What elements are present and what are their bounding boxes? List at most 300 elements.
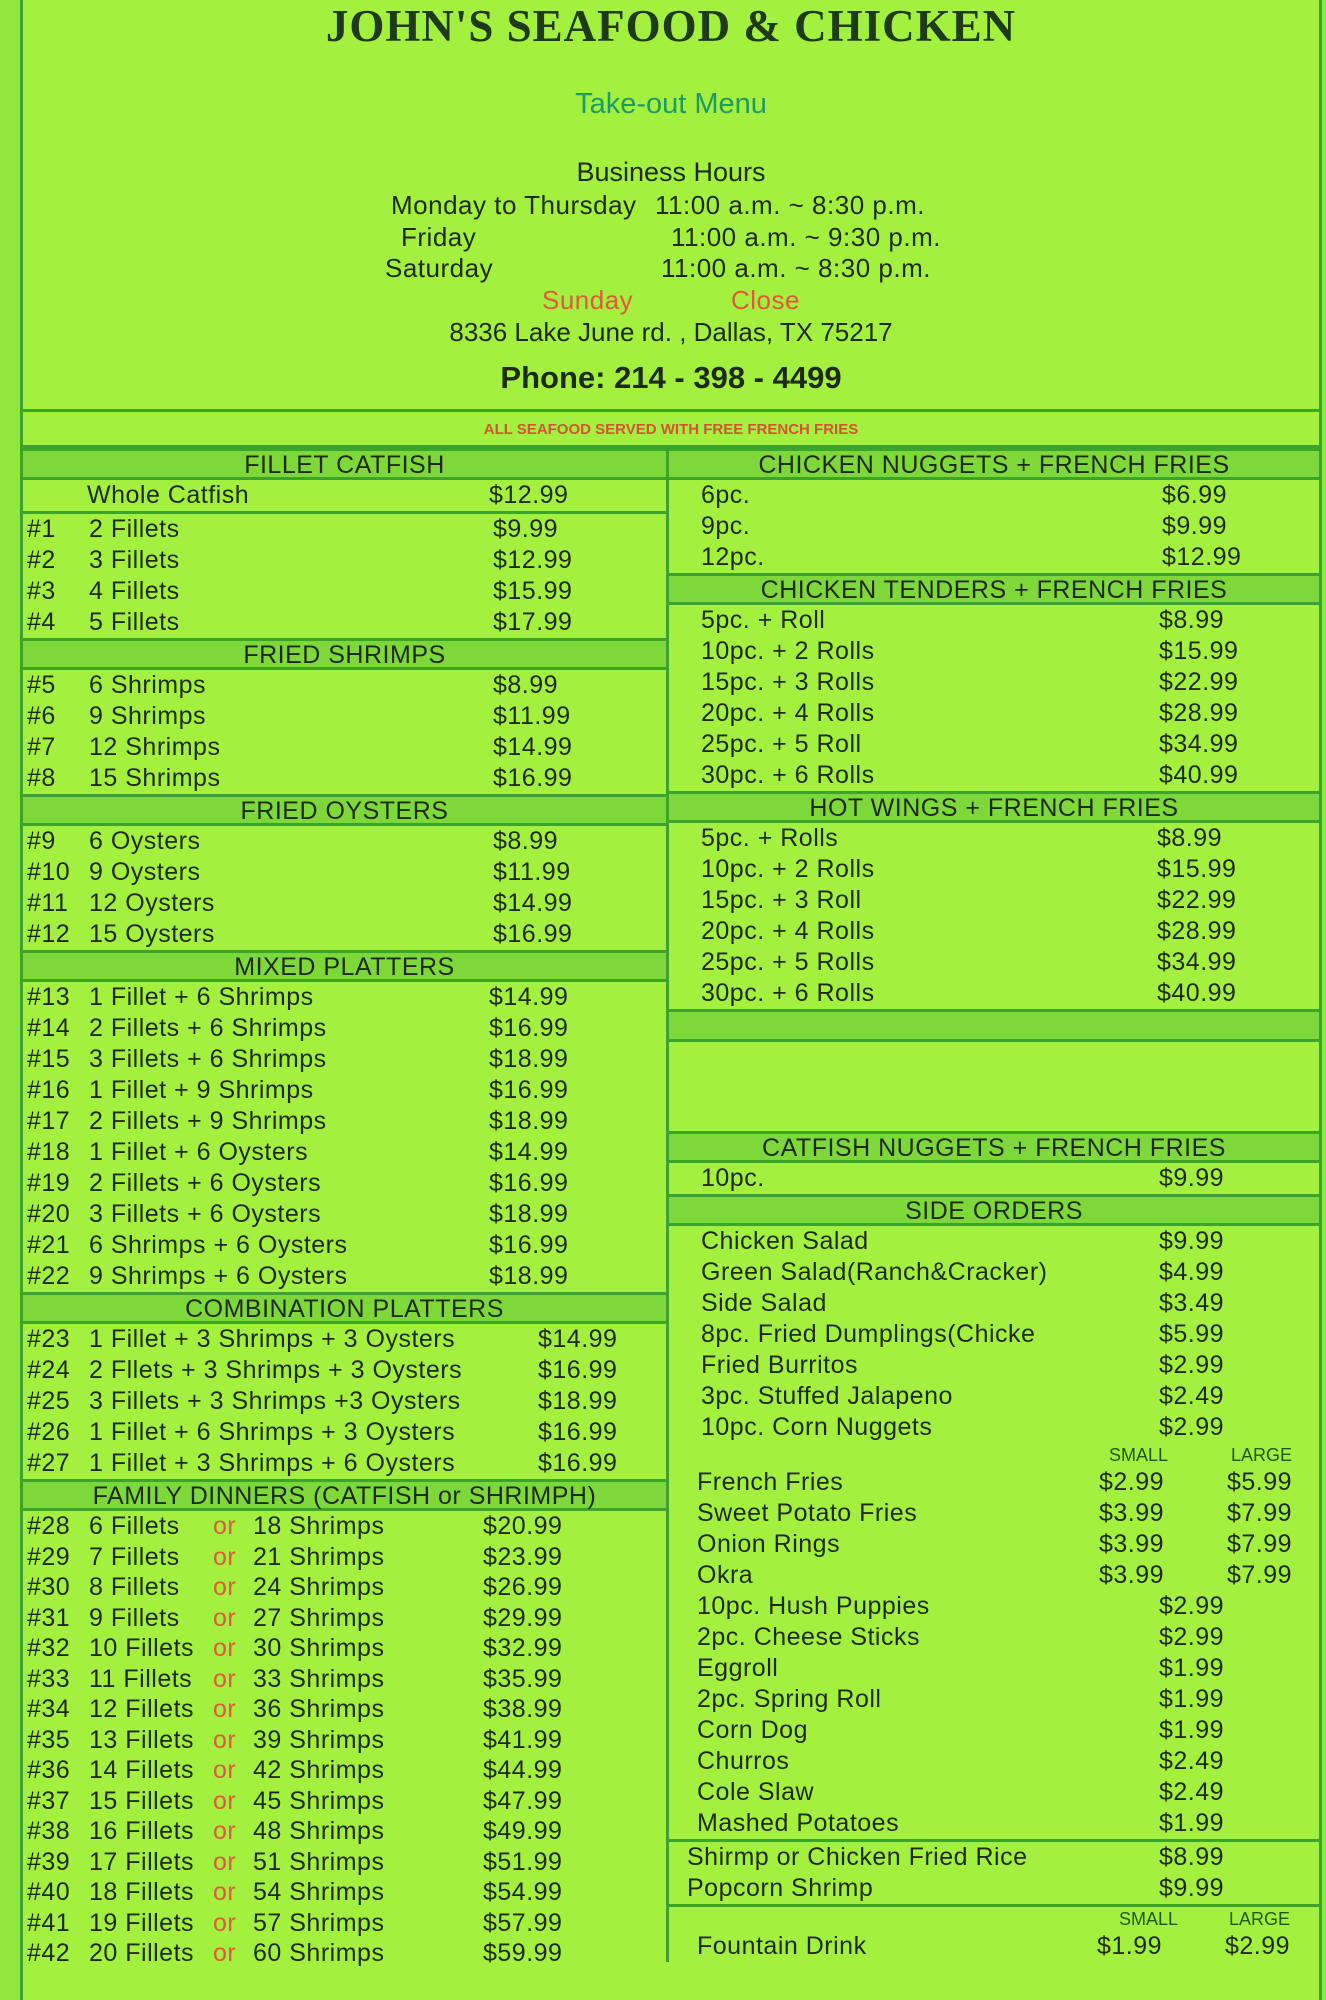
item-price: $8.99 [493,827,559,855]
item-price: $32.99 [483,1634,563,1662]
or-label: or [213,1512,237,1540]
section-header: FRIED OYSTERS [23,794,666,826]
item-price-small: $2.99 [1099,1468,1165,1496]
item-price-large: $5.99 [1227,1468,1293,1496]
item-price: $26.99 [483,1573,563,1601]
item-number: #17 [27,1107,71,1135]
menu-row [669,885,1319,916]
section-header: FRIED SHRIMPS [23,638,666,670]
item-price: $57.99 [483,1908,563,1937]
item-name: 45 Shrimps [253,1786,385,1815]
or-label: or [213,1603,237,1632]
item-number: #39 [27,1847,71,1876]
or-label: or [213,1573,237,1601]
item-name: 9 Fillets [89,1603,180,1632]
item-number: #25 [27,1387,71,1415]
item-number: #38 [27,1817,71,1845]
menu-row [669,1746,1319,1777]
item-name: 11 Fillets [89,1664,193,1693]
item-name: 6pc. [701,481,751,509]
item-number: #34 [27,1695,71,1723]
menu-row [669,1381,1319,1412]
item-name: 30pc. + 6 Rolls [701,979,875,1007]
item-name: 2 Fllets + 3 Shrimps + 3 Oysters [89,1356,463,1384]
item-price: $41.99 [483,1725,563,1754]
item-price: $22.99 [1159,668,1239,696]
item-number: #3 [27,577,56,605]
or-label: or [213,1847,237,1876]
item-name: 6 Oysters [89,827,201,855]
item-name: 17 Fillets [89,1847,195,1876]
item-name: 15pc. + 3 Roll [701,886,862,914]
item-number: #22 [27,1262,71,1290]
menu-row [23,1511,666,1542]
item-number: #9 [27,827,56,855]
item-number: #13 [27,983,71,1011]
item-name: 8 Fillets [89,1573,180,1601]
item-name: 20 Fillets [89,1939,195,1967]
menu-row [669,1350,1319,1381]
section-header: HOT WINGS + FRENCH FRIES [669,791,1319,823]
menu-row [23,1877,666,1908]
section-header: CHICKEN TENDERS + FRENCH FRIES [669,573,1319,605]
item-name: 30 Shrimps [253,1634,385,1662]
item-number: #5 [27,671,56,699]
item-price: $14.99 [489,1138,569,1166]
section-header: CATFISH NUGGETS + FRENCH FRIES [669,1131,1319,1163]
item-price: $2.49 [1159,1382,1225,1410]
menu-row [669,823,1319,854]
item-name: 15 Shrimps [89,764,221,792]
menu-row [23,888,666,919]
item-price: $5.99 [1159,1320,1225,1348]
item-price: $17.99 [493,608,573,636]
hours-title: Business Hours [576,157,766,187]
item-name: 1 Fillet + 9 Shrimps [89,1076,314,1104]
menu-row [23,1075,666,1106]
item-name: 18 Shrimps [253,1512,385,1540]
hours-time: 11:00 a.m. ~ 8:30 p.m. [655,190,925,220]
item-name: 6 Shrimps + 6 Oysters [89,1231,348,1259]
or-label: or [213,1756,237,1784]
item-price-large: $7.99 [1227,1499,1293,1527]
item-name: Chicken Salad [701,1227,869,1255]
menu-row [23,1664,666,1695]
menu-row [23,763,666,794]
item-name: 10pc. [701,1164,765,1192]
item-name: 12 Oysters [89,889,215,917]
item-price: $49.99 [483,1817,563,1845]
item-price: $8.99 [1157,824,1223,852]
or-label: or [213,1878,237,1906]
hours-day: Friday [401,222,477,252]
menu-row [669,729,1319,760]
address: 8336 Lake June rd. , Dallas, TX 75217 [449,317,893,347]
menu-row [23,1755,666,1786]
item-price: $18.99 [489,1045,569,1073]
restaurant-title: JOHN'S SEAFOOD & CHICKEN [325,1,1017,51]
size-small-label: SMALL [1119,1909,1179,1929]
hours-time: Close [731,285,800,315]
menu-row [669,947,1319,978]
item-name: Eggroll [697,1654,779,1682]
item-price: $35.99 [483,1664,563,1693]
menu-row [23,1448,666,1479]
menu-row [23,1694,666,1725]
size-header [669,1907,1319,1931]
item-number: #12 [27,920,71,948]
item-name: 2pc. Cheese Sticks [697,1623,920,1651]
hours-day: Sunday [542,285,634,315]
menu-page [20,0,1322,2000]
item-price: $28.99 [1157,917,1237,945]
item-name: 14 Fillets [89,1756,195,1784]
item-number: #4 [27,608,56,636]
menu-row [669,1715,1319,1746]
item-number: #6 [27,702,56,730]
item-name: Onion Rings [697,1530,841,1558]
section-header: FAMILY DINNERS (CATFISH or SHRIMPH) [23,1479,666,1511]
item-name: 7 Fillets [89,1542,180,1571]
item-name: 1 Fillet + 6 Shrimps [89,983,314,1011]
item-price: $14.99 [493,889,573,917]
item-price: $14.99 [489,983,569,1011]
item-number: #31 [27,1603,71,1632]
left-column [23,448,666,1969]
menu-row [23,1386,666,1417]
item-name: 10pc. Hush Puppies [697,1592,930,1620]
section-header: MIXED PLATTERS [23,950,666,982]
item-number: #40 [27,1878,71,1906]
item-price: $14.99 [493,733,573,761]
item-number: #23 [27,1325,71,1353]
item-price: $8.99 [1159,1843,1225,1871]
menu-row [669,1412,1319,1443]
menu-row [23,701,666,732]
item-name: 3 Fillets [89,546,180,574]
blank-area [669,1039,1319,1131]
item-name: 27 Shrimps [253,1603,385,1632]
item-name: 19 Fillets [89,1908,195,1937]
item-number: #16 [27,1076,71,1104]
item-price: $34.99 [1159,730,1239,758]
menu-row [23,1013,666,1044]
item-number: #21 [27,1231,71,1259]
or-label: or [213,1908,237,1937]
item-name: 2 Fillets [89,515,180,543]
item-price: $9.99 [1159,1164,1225,1192]
item-price: $2.99 [1159,1351,1225,1379]
section-header: COMBINATION PLATTERS [23,1292,666,1324]
menu-row [669,1257,1319,1288]
item-price: $9.99 [1159,1227,1225,1255]
item-price-small: $3.99 [1099,1530,1165,1558]
menu-header [23,0,1319,412]
menu-row [23,1633,666,1664]
item-price: $2.49 [1159,1778,1225,1806]
item-number: #8 [27,764,56,792]
item-number: #27 [27,1449,71,1477]
item-name: Cole Slaw [697,1778,815,1806]
menu-row [669,854,1319,885]
menu-row [669,1873,1319,1904]
or-label: or [213,1725,237,1754]
item-price: $29.99 [483,1603,563,1632]
item-number: #15 [27,1045,71,1073]
item-name: 57 Shrimps [253,1908,385,1937]
item-price: $2.49 [1159,1747,1225,1775]
item-price-large: $7.99 [1227,1530,1293,1558]
item-name: 16 Fillets [89,1817,195,1845]
menu-row [23,1324,666,1355]
item-name: Churros [697,1747,790,1775]
item-name: 36 Shrimps [253,1695,385,1723]
size-large-label: LARGE [1231,1445,1293,1465]
item-price: $12.99 [1162,543,1242,571]
menu-row [23,1725,666,1756]
menu-row [23,1417,666,1448]
size-header [669,1443,1319,1467]
or-label: or [213,1695,237,1723]
item-name: Green Salad(Ranch&Cracker) [701,1258,1048,1286]
item-price: $4.99 [1159,1258,1225,1286]
item-name: Whole Catfish [87,481,250,509]
item-name: Side Salad [701,1289,827,1317]
menu-row [669,1467,1319,1498]
item-number: #28 [27,1512,71,1540]
item-name: 25pc. + 5 Roll [701,730,862,758]
item-price: $11.99 [493,858,571,886]
item-price: $9.99 [1159,1874,1225,1902]
item-price: $9.99 [493,515,559,543]
fries-notice: ALL SEAFOOD SERVED WITH FREE FRENCH FRIES [23,415,1319,448]
hours-time: 11:00 a.m. ~ 8:30 p.m. [661,253,931,283]
menu-row [669,511,1319,542]
item-number: #7 [27,733,56,761]
phone-number: Phone: 214 - 398 - 4499 [500,360,842,395]
or-label: or [213,1939,237,1967]
item-number: #37 [27,1786,71,1815]
item-name: 48 Shrimps [253,1817,385,1845]
item-price: $1.99 [1159,1716,1225,1744]
menu-row [23,1938,666,1969]
item-name: Mashed Potatoes [697,1809,900,1837]
item-price: $18.99 [489,1200,569,1228]
menu-row [669,605,1319,636]
right-column [666,448,1319,1962]
item-price: $18.99 [489,1262,569,1290]
size-large-label: LARGE [1229,1909,1291,1929]
item-number: #30 [27,1573,71,1601]
item-price: $38.99 [483,1695,563,1723]
item-number: #11 [27,889,69,917]
item-price: $8.99 [1159,606,1225,634]
item-name: 18 Fillets [89,1878,195,1906]
menu-row [23,1603,666,1634]
menu-row [23,1168,666,1199]
item-price-large: $7.99 [1227,1561,1293,1589]
menu-row [669,916,1319,947]
menu-row [669,636,1319,667]
item-name: 3 Fillets + 3 Shrimps +3 Oysters [89,1387,461,1415]
item-name: 10pc. + 2 Rolls [701,637,875,665]
item-name: 51 Shrimps [253,1847,385,1876]
or-label: or [213,1664,237,1693]
item-price-small: $3.99 [1099,1499,1165,1527]
item-name: 30pc. + 6 Rolls [701,761,875,789]
item-price: $15.99 [1157,855,1237,883]
menu-row [23,1816,666,1847]
item-name: 13 Fillets [89,1725,195,1754]
item-number: #20 [27,1200,71,1228]
item-price: $3.49 [1159,1289,1225,1317]
item-name: 20pc. + 4 Rolls [701,917,875,945]
item-price: $16.99 [493,764,573,792]
item-name: 5pc. + Rolls [701,824,839,852]
menu-row [23,1230,666,1261]
item-name: 6 Shrimps [89,671,207,699]
menu-row [23,1137,666,1168]
item-name: 12 Fillets [89,1695,195,1723]
menu-row [23,732,666,763]
item-name: 33 Shrimps [253,1664,385,1693]
item-price: $34.99 [1157,948,1237,976]
item-name: 42 Shrimps [253,1756,385,1784]
item-name: Fried Burritos [701,1351,859,1379]
item-name: 9pc. [701,512,751,540]
item-name: 1 Fillet + 6 Oysters [89,1138,309,1166]
item-name: 3pc. Stuffed Jalapeno [701,1382,953,1410]
menu-row [23,1044,666,1075]
item-price: $47.99 [483,1786,563,1815]
item-price: $23.99 [483,1542,563,1571]
item-price: $28.99 [1159,699,1239,727]
item-price: $6.99 [1162,481,1228,509]
item-name: 15 Fillets [89,1786,195,1815]
menu-row [669,480,1319,511]
or-label: or [213,1817,237,1845]
item-name: 15 Oysters [89,920,215,948]
menu-row [669,1591,1319,1622]
item-name: 1 Fillet + 6 Shrimps + 3 Oysters [89,1418,456,1446]
item-name: 21 Shrimps [253,1542,385,1571]
item-name: 15pc. + 3 Rolls [701,668,875,696]
menu-row [23,1261,666,1292]
item-name: 1 Fillet + 3 Shrimps + 3 Oysters [89,1325,456,1353]
item-name: 10pc. + 2 Rolls [701,855,875,883]
menu-row [23,1847,666,1878]
menu-row [23,857,666,888]
item-name: 9 Shrimps [89,702,207,730]
menu-row [669,1560,1319,1591]
item-price: $20.99 [483,1512,563,1540]
item-name: 12pc. [701,543,765,571]
item-price: $8.99 [493,671,559,699]
or-label: or [213,1634,237,1662]
item-price: $51.99 [483,1847,563,1876]
item-price: $16.99 [493,920,573,948]
item-name: Okra [697,1561,754,1589]
item-name: Popcorn Shrimp [687,1874,874,1902]
item-name: French Fries [697,1468,844,1496]
item-number: #10 [27,858,71,886]
item-name: 60 Shrimps [253,1939,385,1967]
menu-row [669,1931,1319,1962]
menu-row [669,1842,1319,1873]
item-name: 39 Shrimps [253,1725,385,1754]
item-price: $18.99 [489,1107,569,1135]
item-name: 12 Shrimps [89,733,221,761]
item-name: Shirmp or Chicken Fried Rice [687,1843,1028,1871]
item-price: $12.99 [493,546,573,574]
item-name: 4 Fillets [89,577,180,605]
item-name: 2 Fillets + 6 Shrimps [89,1014,327,1042]
menu-row [23,1908,666,1939]
item-price: $15.99 [1159,637,1239,665]
menu-subtitle: Take-out Menu [575,88,767,120]
item-price: $16.99 [489,1076,569,1104]
menu-row [23,1106,666,1137]
item-price: $16.99 [489,1014,569,1042]
item-name: Sweet Potato Fries [697,1499,918,1527]
item-price: $1.99 [1159,1685,1225,1713]
item-number: #35 [27,1725,71,1754]
item-name: 8pc. Fried Dumplings(Chicke [701,1320,1036,1348]
item-name: 2pc. Spring Roll [697,1685,882,1713]
item-number: #26 [27,1418,71,1446]
menu-row [23,1199,666,1230]
menu-row [669,1808,1319,1839]
item-number: #24 [27,1356,71,1384]
item-number: #14 [27,1014,71,1042]
item-price: $22.99 [1157,886,1237,914]
size-small-label: SMALL [1109,1445,1169,1465]
menu-row [23,670,666,701]
item-name: 25pc. + 5 Rolls [701,948,875,976]
item-name: 2 Fillets + 9 Shrimps [89,1107,327,1135]
menu-row [23,1786,666,1817]
menu-row [23,545,666,576]
item-price: $18.99 [538,1387,618,1415]
item-price: $11.99 [493,702,571,730]
menu-row [669,667,1319,698]
menu-row [669,1498,1319,1529]
item-name: 9 Shrimps + 6 Oysters [89,1262,348,1290]
item-number: #41 [27,1908,71,1937]
menu-row [669,1288,1319,1319]
item-name: 5pc. + Roll [701,606,826,634]
item-name: 3 Fillets + 6 Shrimps [89,1045,327,1073]
menu-row [23,826,666,857]
menu-row [23,1355,666,1386]
item-number: #32 [27,1634,71,1662]
menu-row [23,1572,666,1603]
item-price: $9.99 [1162,512,1228,540]
or-label: or [213,1786,237,1815]
item-price: $16.99 [538,1418,618,1446]
hours-day: Monday to Thursday [391,190,637,220]
item-price: $54.99 [483,1878,563,1906]
item-name: 1 Fillet + 3 Shrimps + 6 Oysters [89,1449,456,1477]
item-price-small: $3.99 [1099,1561,1165,1589]
item-price: $16.99 [489,1231,569,1259]
menu-row [669,760,1319,791]
menu-row [669,1622,1319,1653]
item-price: $59.99 [483,1939,563,1967]
item-price: $1.99 [1159,1654,1225,1682]
hours-time: 11:00 a.m. ~ 9:30 p.m. [671,222,941,252]
item-price-large: $2.99 [1225,1932,1291,1960]
